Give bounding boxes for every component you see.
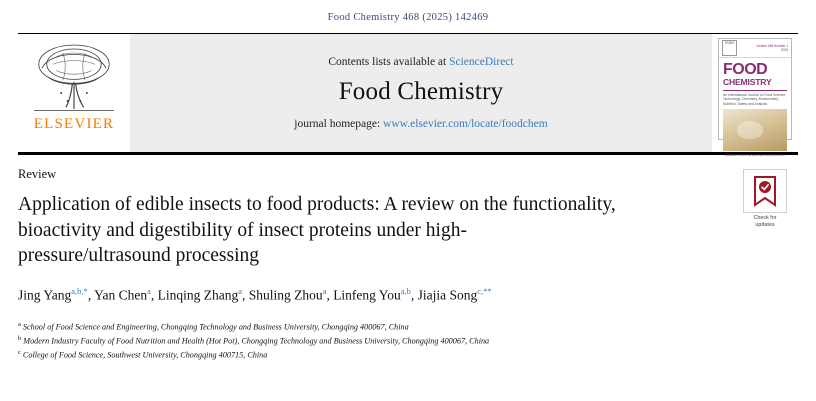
- cover-title-food: FOOD: [723, 61, 768, 78]
- affiliation-text: Modern Industry Faculty of Food Nutrition and Health (Hot Pot), Chongqing Technology and Business University, Chongqing 400067, China: [21, 336, 490, 346]
- author-list: Jing Yang$^{a,b,*}$, Yan Chen$^a$, Linqing Zhang$^a$, Shuling Zhou$^a$, Linfeng You$^{a,b}$, Jiajia Song$^{c,**}$: [18, 286, 492, 303]
- author-name: Jiajia Song: [417, 287, 478, 303]
- sciencedirect-link[interactable]: ScienceDirect: [449, 56, 514, 68]
- author-name: Yan Chen: [94, 287, 148, 303]
- journal-banner: [130, 34, 712, 152]
- cover-divider: [723, 90, 787, 91]
- crossmark-caption: [738, 215, 792, 230]
- journal-cover-cell: [712, 34, 798, 158]
- cover-header: [719, 39, 791, 58]
- author-affiliation-marker: a,b: [400, 286, 411, 297]
- author-affiliation-marker: c,**: [477, 286, 492, 297]
- crossmark-widget[interactable]: [738, 169, 792, 230]
- journal-cover-thumbnail[interactable]: [718, 38, 792, 158]
- affiliation-text: School of Food Science and Engineering, Chongqing Technology and Business University, Chongqing 400067, China: [20, 322, 409, 332]
- journal-homepage-link[interactable]: www.elsevier.com/locate/foodchem: [383, 118, 548, 130]
- author-name: Linfeng You: [333, 287, 401, 303]
- journal-title: Food Chemistry: [338, 78, 504, 105]
- author-affiliation-marker: a: [238, 286, 243, 297]
- author-name: Linqing Zhang: [157, 287, 239, 303]
- publisher-logo: [18, 34, 130, 152]
- crossmark-icon: [752, 176, 778, 206]
- author-name: Jing Yang: [18, 287, 72, 303]
- cover-image: [723, 109, 787, 151]
- cover-badge-icon: ISSN: [722, 40, 737, 56]
- affiliation-item: [18, 348, 798, 362]
- crossmark-caption-line1: Check for: [753, 215, 777, 221]
- crossmark-caption-line2: updates: [755, 222, 775, 229]
- homepage-prefix: journal homepage:: [294, 118, 384, 130]
- journal-masthead: [18, 33, 798, 158]
- author-name: Shuling Zhou: [248, 287, 323, 303]
- contents-available-line: [328, 56, 513, 68]
- affiliation-list: [18, 320, 798, 363]
- affiliation-item: [18, 320, 798, 334]
- elsevier-tree-icon: [26, 40, 122, 114]
- crossmark-box[interactable]: [743, 169, 787, 213]
- cover-footer: Available online at www.sciencedirect.com: [725, 153, 785, 158]
- article-header: [18, 155, 798, 363]
- article-title: Application of edible insects to food products: A review on the functionality, bioactivity and digestibility of insect proteins under high-pressure/ultrasound processing: [18, 194, 616, 267]
- affiliation-marker: a: [18, 320, 21, 328]
- running-head: Food Chemistry 468 (2025) 142469: [327, 12, 489, 23]
- cover-body: [719, 58, 791, 157]
- elsevier-wordmark: ELSEVIER: [33, 116, 115, 132]
- cover-volume-info: Volume 468 Number 1 2025: [756, 44, 788, 52]
- author-affiliation-marker: a: [147, 286, 151, 297]
- cover-title-chemistry: CHEMISTRY: [723, 77, 772, 88]
- article-type: Review: [18, 167, 57, 181]
- journal-homepage-line: [294, 118, 547, 130]
- affiliation-marker: c: [18, 349, 21, 357]
- affiliation-item: [18, 334, 798, 348]
- affiliation-marker: b: [18, 335, 22, 343]
- contents-prefix: Contents lists available at: [328, 56, 450, 68]
- affiliation-text: College of Food Science, Southwest University, Chongqing 400715, China: [20, 351, 268, 361]
- cover-subtitle: An International Journal on Food Science, Technology, Chemistry, Biochemistry, Nutrition, Safety and Analysis: [723, 92, 787, 106]
- author-affiliation-marker: a,b,*: [71, 286, 88, 297]
- author-affiliation-marker: a: [322, 286, 327, 297]
